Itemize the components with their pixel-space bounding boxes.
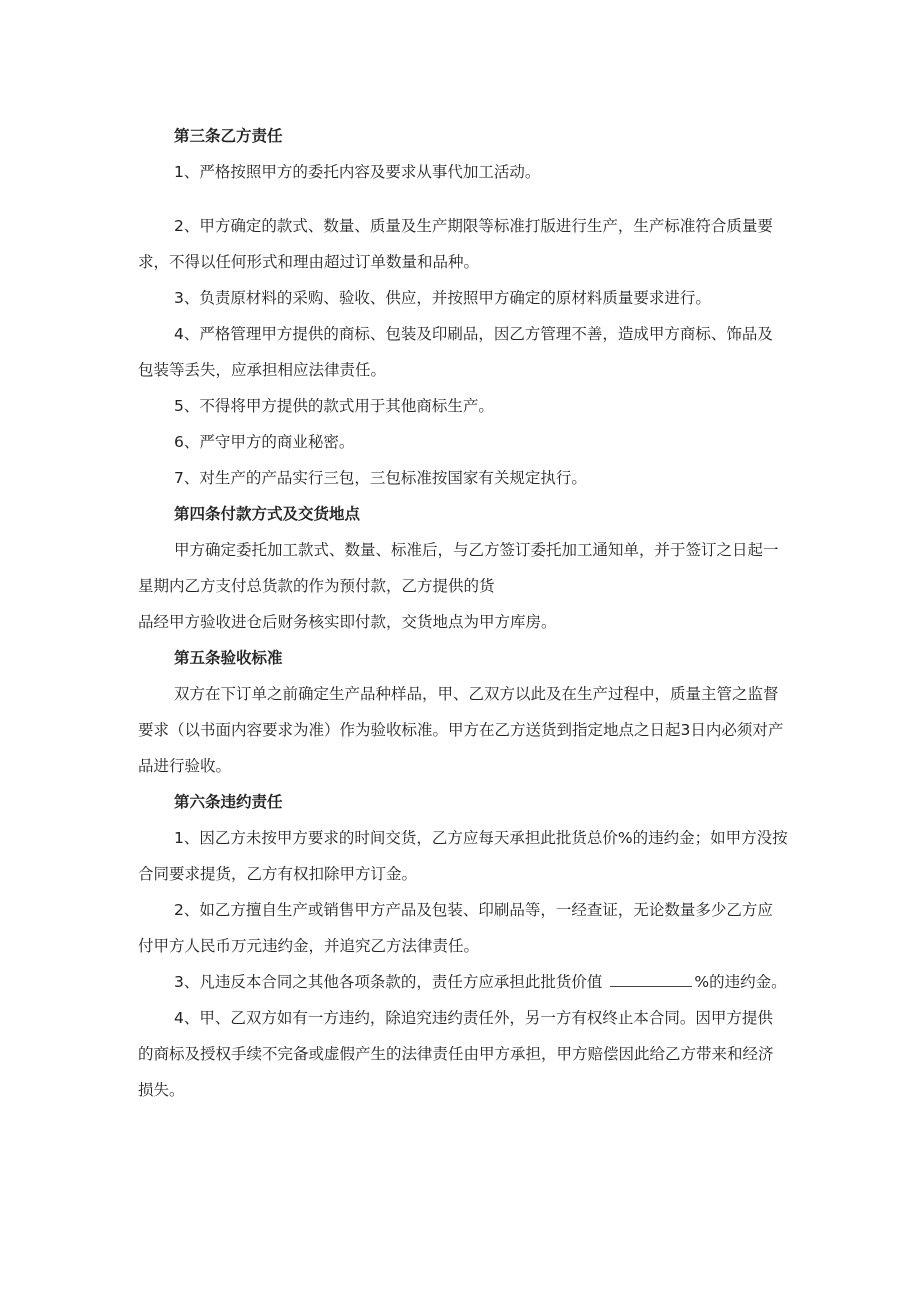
- section6-item1: 1、因乙方未按甲方要求的时间交货，乙方应每天承担此批货总价%的违约金；如甲方没按合同要求提货，乙方有权扣除甲方订金。: [138, 829, 788, 883]
- section3-item5: 5、不得将甲方提供的款式用于其他商标生产。: [174, 397, 494, 415]
- section5-heading: 第五条验收标准: [174, 649, 283, 667]
- section3-item1: 1、严格按照甲方的委托内容及要求从事代加工活动。: [174, 163, 541, 181]
- contract-page: [138, 118, 788, 1108]
- fill-in-blank: [610, 972, 692, 987]
- section6-heading: 第六条违约责任: [174, 793, 283, 811]
- section6-item3-suffix: %的违约金。: [694, 973, 787, 991]
- section6-item3-text: 3、凡违反本合同之其他各项条款的，责任方应承担此批货价值: [174, 973, 603, 991]
- section3-item2: 2、甲方确定的款式、数量、质量及生产期限等标准打版进行生产，生产标准符合质量要求，不得以任何形式和理由超过订单数量和品种。: [138, 217, 773, 271]
- section3-heading: 第三条乙方责任: [174, 127, 283, 145]
- section3-item3: 3、负责原材料的采购、验收、供应，并按照甲方确定的原材料质量要求进行。: [174, 289, 711, 307]
- section3-item7: 7、对生产的产品实行三包，三包标准按国家有关规定执行。: [174, 469, 587, 487]
- section6-item4: 4、甲、乙双方如有一方违约，除追究违约责任外，另一方有权终止本合同。因甲方提供的商标及授权手续不完备或虚假产生的法律责任由甲方承担，甲方赔偿因此给乙方带来和经济损失。: [138, 1009, 774, 1099]
- section3-item4: 4、严格管理甲方提供的商标、包装及印刷品，因乙方管理不善，造成甲方商标、饰品及包装等丢失，应承担相应法律责任。: [138, 325, 773, 379]
- section4-para1-line1: 甲方确定委托加工款式、数量、标准后，与乙方签订委托加工通知单，并于签订之日起一星期内乙方支付总货款的作为预付款，乙方提供的货: [138, 541, 779, 595]
- spacer: [138, 190, 788, 208]
- section5-para1: 双方在下订单之前确定生产品种样品，甲、乙双方以此及在生产过程中，质量主管之监督要求（以书面内容要求为准）作为验收标准。甲方在乙方送货到指定地点之日起3日内必须对产品进行验收。: [138, 685, 784, 775]
- section4-para1-line2: 品经甲方验收进仓后财务核实即付款，交货地点为甲方库房。: [138, 613, 557, 631]
- section3-item6: 6、严守甲方的商业秘密。: [174, 433, 355, 451]
- section4-heading: 第四条付款方式及交货地点: [174, 505, 361, 523]
- section6-item3: [138, 964, 788, 1000]
- section6-item2: 2、如乙方擅自生产或销售甲方产品及包装、印刷品等，一经查证，无论数量多少乙方应付甲方人民币万元违约金，并追究乙方法律责任。: [138, 901, 773, 955]
